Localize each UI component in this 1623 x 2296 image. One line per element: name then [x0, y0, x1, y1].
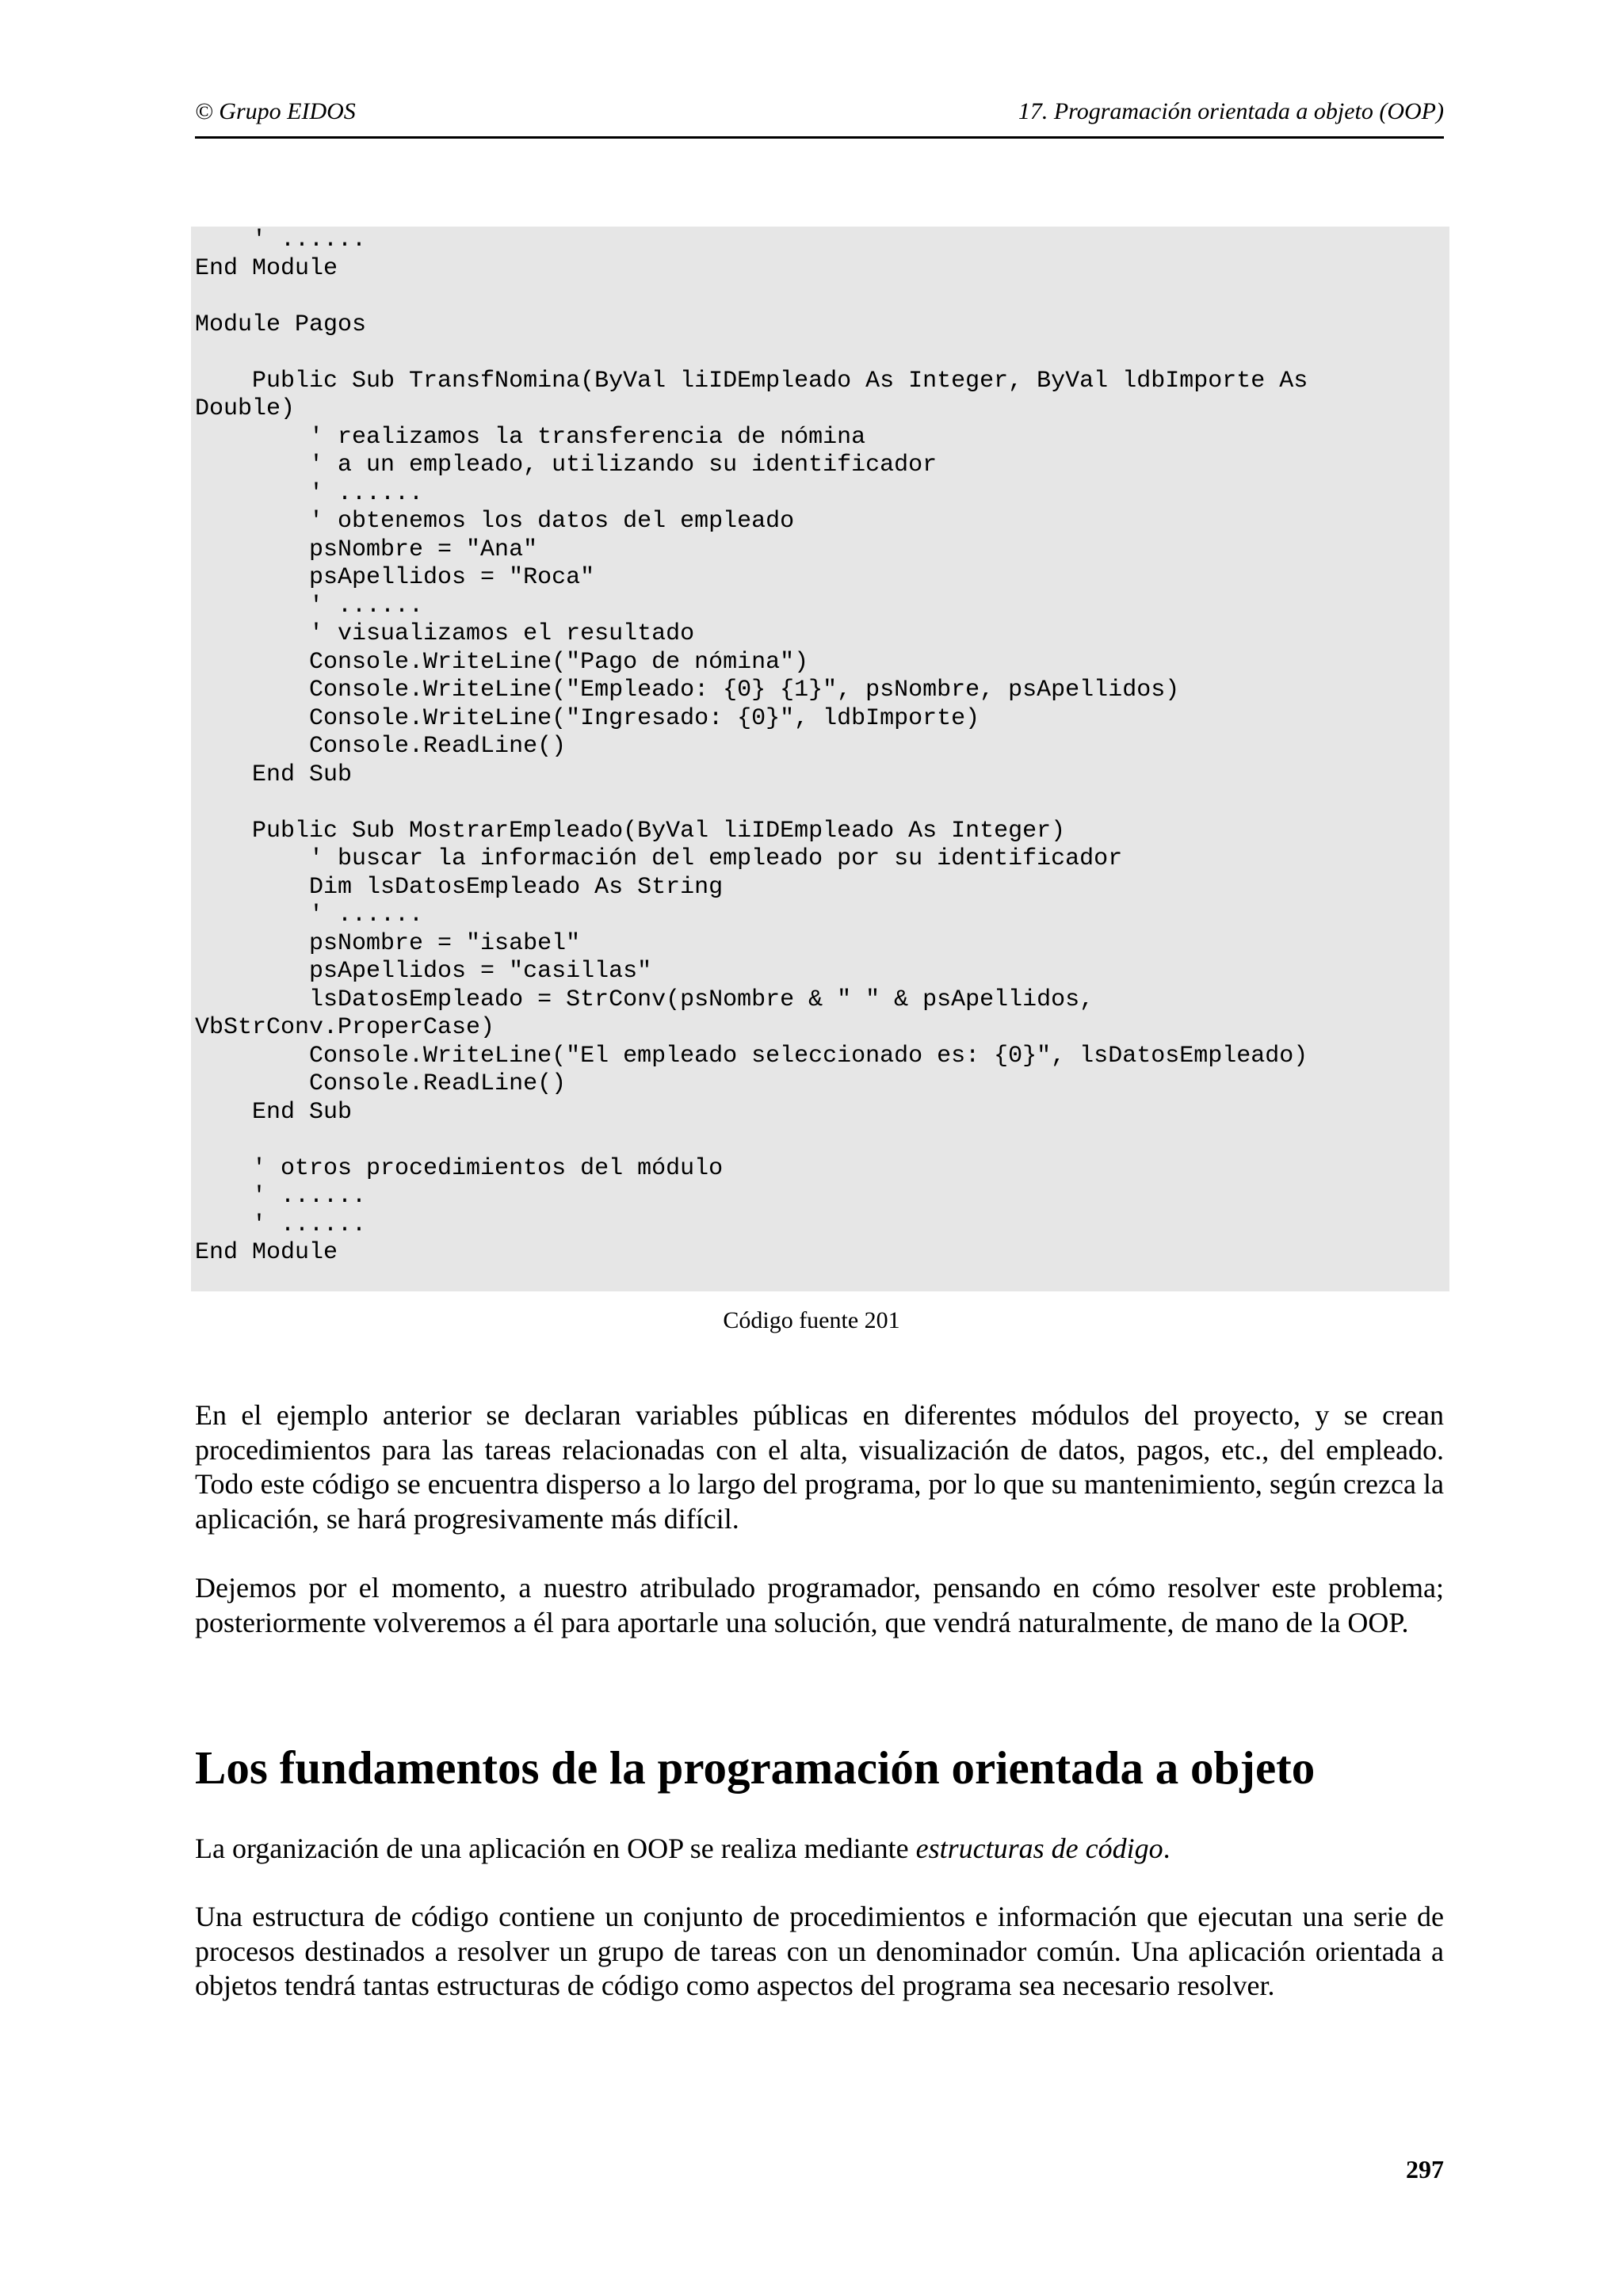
source-code-text: ' ...... End Module Module Pagos Public Sub TransfNomina(ByVal liIDEmpleado As Integer, ByVal ldbImporte As Double) ' realizamos la transferencia de nómina ' a un empleado, utilizando su identificador ' ...... ' obtenemos los datos del empleado psNombre = "Ana" psApellidos = "Roca" ' ...... ' visualizamos el resultado Console.WriteLine("Pago de nómina") Console.WriteLine("Empleado: {0} {1}", psNombre, psApellidos) Console.WriteLine("Ingresado: {0}", ldbImporte) Console.ReadLine() End Sub Public Sub MostrarEmpleado(ByVal liIDEmpleado As Integer) ' buscar la información del empleado por su identificador Dim lsDatosEmpleado As String ' ...... psNombre = "isabel" psApellidos = "casillas" lsDatosEmpleado = StrConv(psNombre & " " & psApellidos, VbStrConv.ProperCase) Console.WriteLine("El empleado seleccionado es: {0}", lsDatosEmpleado) Console.ReadLine() End Sub ' otros procedimientos del módulo ' ...... ' ...... End Module: [195, 227, 1308, 1266]
section-heading: Los fundamentos de la programación orientada a objeto: [195, 1741, 1316, 1794]
header-chapter-title: 17. Programación orientada a objeto (OOP): [1018, 98, 1444, 124]
paragraph-3-prefix: La organización de una aplicación en OOP se realiza mediante: [195, 1833, 916, 1864]
code-caption: Código fuente 201: [723, 1307, 900, 1333]
paragraph-3-suffix: .: [1163, 1833, 1170, 1864]
body-paragraph-3: [195, 1832, 1444, 1867]
header-publisher: © Grupo EIDOS: [195, 98, 356, 124]
page-number: 297: [1406, 2155, 1444, 2183]
body-paragraph-4: Una estructura de código contiene un conjunto de procedimientos e información que ejecutan una serie de procesos destinados a resolver un grupo de tareas con un denominador común. Una aplicación orientada a objetos tendrá tantas estructuras de código como aspectos del programa sea necesario resolver.: [195, 1901, 1444, 2001]
body-paragraph-2: Dejemos por el momento, a nuestro atribulado programador, pensando en cómo resolver este problema; posteriormente volveremos a él para aportarle una solución, que vendrá naturalmente, de mano de la OOP.: [195, 1572, 1444, 1638]
paragraph-3-emphasis: estructuras de código: [915, 1833, 1163, 1864]
source-code-block: [191, 227, 1449, 1291]
body-paragraph-1: En el ejemplo anterior se declaran variables públicas en diferentes módulos del proyecto, y se crean procedimientos para las tareas relacionadas con el alta, visualización de datos, pagos, etc., del empleado. Todo este código se encuentra disperso a lo largo del programa, por lo que su mantenimiento, según crezca la aplicación, se hará progresivamente más difícil.: [195, 1399, 1444, 1535]
page-header: [195, 95, 1444, 139]
